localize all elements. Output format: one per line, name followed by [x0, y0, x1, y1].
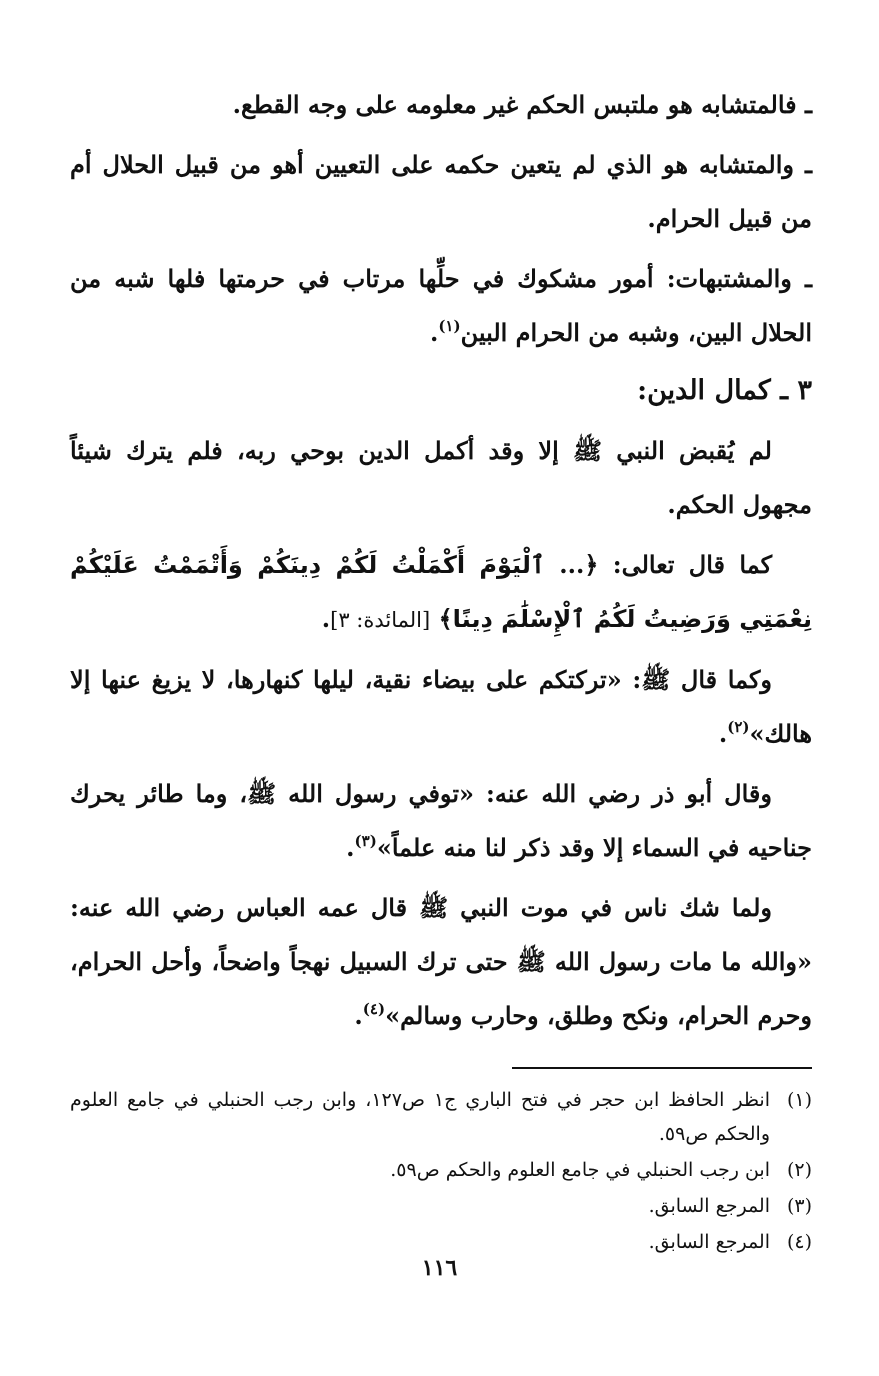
intro-paragraph: لم يُقبض النبي ﷺ إلا وقد أكمل الدين بوحي ربه، فلم يترك شيئاً مجهول الحكم.	[70, 436, 812, 519]
definition-3-end: .	[429, 318, 439, 347]
hadith-paragraph-3	[70, 881, 812, 1043]
hadith-3-end: .	[354, 1001, 363, 1030]
footnote-1-number: (١)	[786, 1089, 812, 1111]
footnote-3-text: المرجع السابق.	[648, 1195, 770, 1217]
footnote-1	[70, 1083, 812, 1151]
definition-1: ـ فالمتشابه هو ملتبس الحكم غير معلومه على وجه القطع.	[232, 90, 812, 119]
footnote-2-text: ابن رجب الحنبلي في جامع العلوم والحكم ص٥٩.	[390, 1159, 770, 1181]
page-number: ١١٦	[421, 1255, 458, 1281]
quran-verse: ٱلْيَوْمَ أَكْمَلْتُ لَكُمْ دِينَكُمْ وَأَتْمَمْتُ عَلَيْكُمْ نِعْمَتِي وَرَضِيتُ لَكُمُ ٱلْإِسْلَٰمَ دِينًا	[70, 551, 812, 633]
footnote-divider	[512, 1067, 812, 1069]
footnote-2	[70, 1153, 812, 1187]
footnote-3	[70, 1189, 812, 1223]
footnote-3-number: (٣)	[786, 1195, 812, 1217]
quran-lead: كما قال تعالى: ﴿...	[559, 550, 772, 579]
footnote-4	[70, 1225, 812, 1259]
definition-3-text: ـ والمشتبهات: أمور مشكوك في حلِّها مرتاب في حرمتها فلها شبه من الحلال البين، وشبه من الحرام البين	[70, 264, 812, 347]
footnote-2-number: (٢)	[786, 1159, 812, 1181]
hadith-2-text: وقال أبو ذر رضي الله عنه: «توفي رسول الله ﷺ، وما طائر يحرك جناحيه في السماء إلا وقد ذكر لنا منه علماً»	[70, 779, 812, 862]
section-heading: ٣ ـ كمال الدين:	[637, 375, 812, 406]
quran-reference: [المائدة: ٣]	[330, 608, 431, 632]
quran-paragraph	[70, 538, 812, 647]
definition-3	[70, 252, 812, 360]
hadith-1-end: .	[718, 719, 728, 748]
hadith-1-text: وكما قال ﷺ: «تركتكم على بيضاء نقية، ليلها كنهارها، لا يزيغ عنها إلا هالك»	[70, 665, 812, 748]
hadith-3-text: ولما شك ناس في موت النبي ﷺ قال عمه العباس رضي الله عنه: «والله ما مات رسول الله ﷺ حتى ترك السبيل نهجاً واضحاً، وأحل الحرام، وحرم الحرام، ونكح وطلق، وحارب وسالم»	[70, 893, 812, 1030]
quran-close: ﴾	[438, 604, 453, 633]
footnote-ref-3[interactable]: (٣)	[354, 832, 377, 850]
footnote-4-number: (٤)	[786, 1231, 812, 1253]
footnote-4-text: المرجع السابق.	[648, 1231, 770, 1253]
footnote-ref-1[interactable]: (١)	[438, 317, 461, 335]
page-body	[70, 78, 812, 1261]
hadith-2-end: .	[346, 833, 355, 862]
footnote-ref-4[interactable]: (٤)	[362, 1000, 386, 1018]
footnote-1-text: انظر الحافظ ابن حجر في فتح الباري ج١ ص١٢٧، وابن رجب الحنبلي في جامع العلوم والحكم ص٥٩.	[70, 1089, 770, 1145]
definition-2: ـ والمتشابه هو الذي لم يتعين حكمه على التعيين أهو من قبيل الحلال أم من قبيل الحرام.	[70, 150, 813, 233]
quran-end: .	[321, 604, 331, 633]
hadith-paragraph-2	[70, 767, 812, 875]
hadith-paragraph-1	[70, 653, 812, 761]
footnote-ref-2[interactable]: (٢)	[727, 718, 750, 736]
